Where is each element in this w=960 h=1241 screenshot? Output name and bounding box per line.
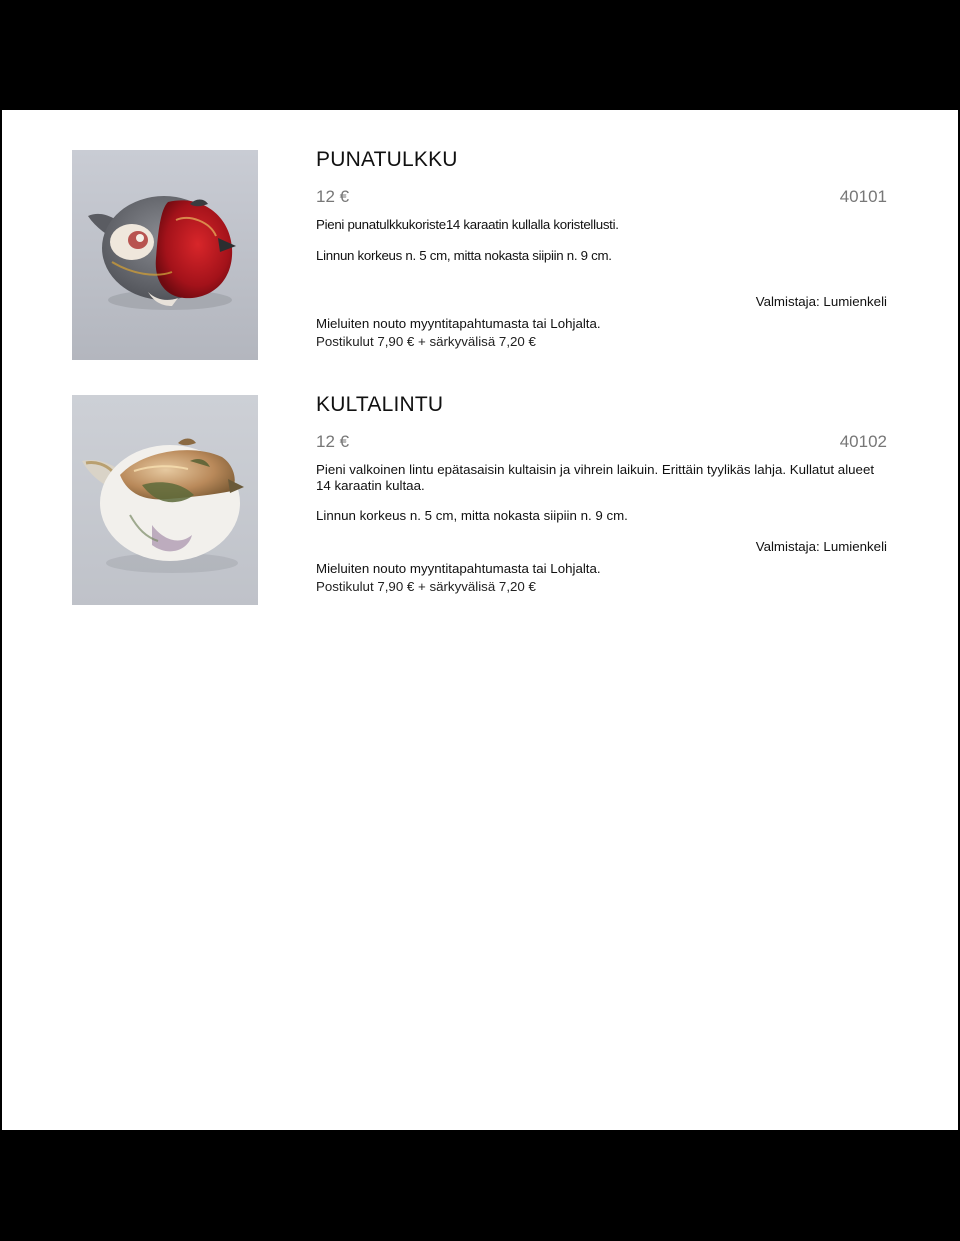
product-shipping-cost: Postikulut 7,90 € + särkyvälisä 7,20 €: [316, 579, 536, 594]
product-price: 12 €: [316, 432, 350, 451]
product-info: [316, 395, 887, 605]
product-title: PUNATULKKU: [316, 148, 458, 171]
catalog-page: [2, 110, 958, 1130]
product-shipping-cost: Postikulut 7,90 € + särkyvälisä 7,20 €: [316, 334, 536, 349]
product-maker: Valmistaja: Lumienkeli: [755, 294, 887, 309]
product-pickup-note: Mieluiten nouto myyntitapahtumasta tai Lohjalta.: [316, 316, 601, 331]
product-description: Pieni valkoinen lintu epätasaisin kultaisin ja vihrein laikuin. Erittäin tyylikäs lahja. Kullatut alueet 14 karaatin kultaa.: [316, 462, 875, 493]
product-title: KULTALINTU: [316, 393, 444, 416]
product-photo-goldbird: [72, 395, 258, 605]
product-pickup-note: Mieluiten nouto myyntitapahtumasta tai Lohjalta.: [316, 561, 601, 576]
product-maker: Valmistaja: Lumienkeli: [755, 539, 887, 554]
product-dimensions: Linnun korkeus n. 5 cm, mitta nokasta siipiin n. 9 cm.: [316, 508, 628, 523]
product-dimensions: Linnun korkeus n. 5 cm, mitta nokasta siipiin n. 9 cm.: [316, 248, 612, 263]
product-price: 12 €: [316, 187, 350, 206]
product-code: 40102: [839, 432, 887, 451]
product-code: 40101: [839, 187, 887, 206]
product-info: [316, 150, 887, 360]
product-description: Pieni punatulkkukoriste14 karaatin kullalla koristellusti.: [316, 217, 619, 232]
product-photo-bullfinch: [72, 150, 258, 360]
